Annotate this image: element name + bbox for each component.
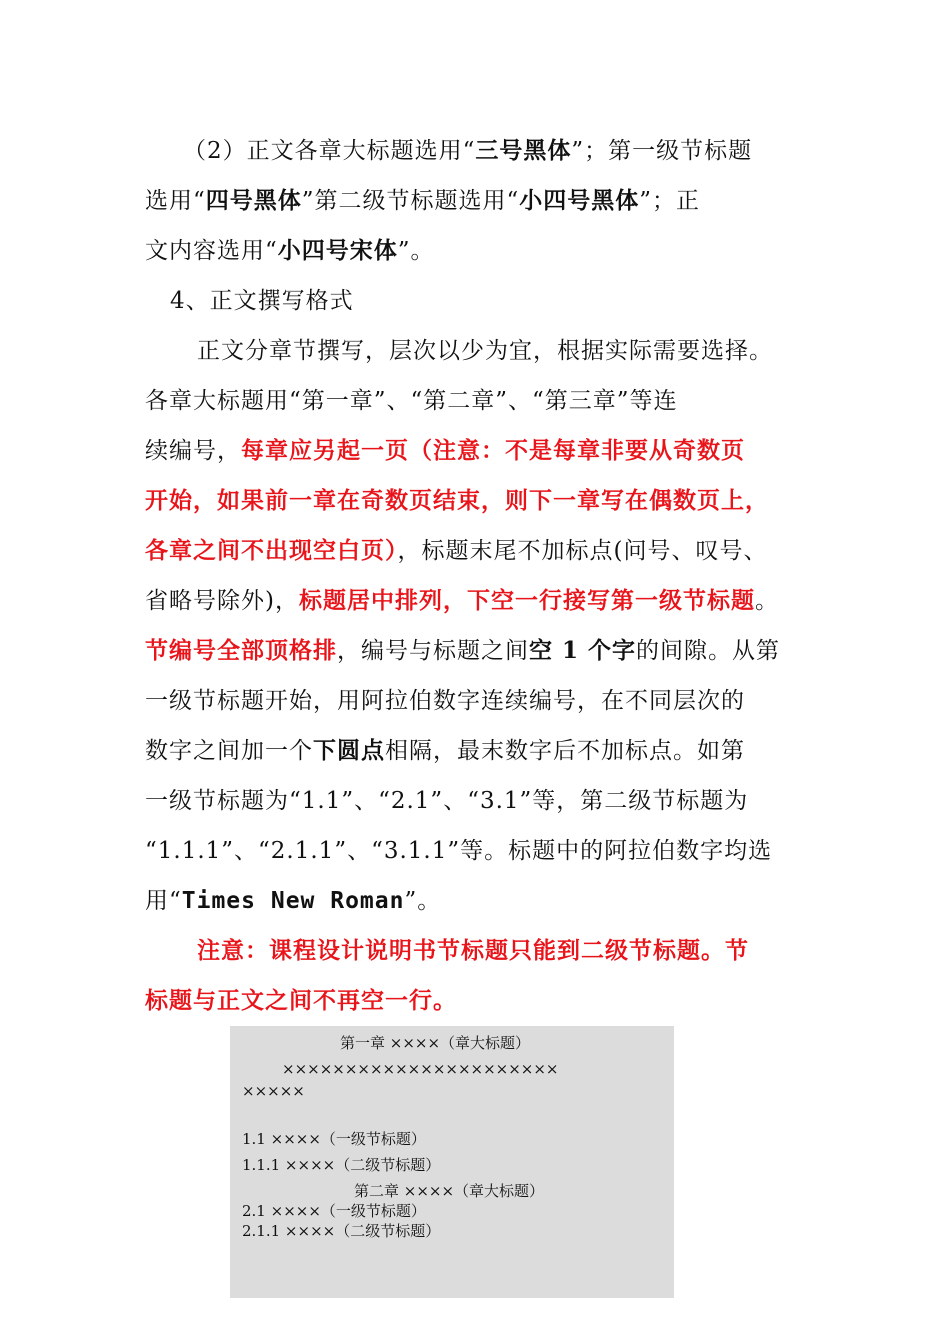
section-heading: 4、正文撰写格式 xyxy=(170,288,354,314)
text-span: 省略号除外)， xyxy=(145,588,299,614)
text-span: ，标题末尾不加标点(问号、叹号、 xyxy=(397,538,768,564)
body-line-6 xyxy=(145,586,779,616)
format-line-1 xyxy=(145,136,752,166)
text-span: 相隔，最末数字后不加标点。如第 xyxy=(385,738,745,764)
example-section-2-1: 2.1 ××××（一级节标题） xyxy=(242,1202,426,1220)
text-span: 。 xyxy=(754,588,779,614)
body-line-10: 一级节标题为“1.1”、“2.1”、“3.1”等，第二级节标题为 xyxy=(145,788,749,814)
red-emphasis-span: 各章之间不出现空白页） xyxy=(145,537,398,564)
bold-span: 空 1 个字 xyxy=(529,637,637,664)
note-line-1: 注意：课程设计说明书节标题只能到二级节标题。节 xyxy=(197,937,749,964)
body-line-2: 各章大标题用“第一章”、“第二章”、“第三章”等连 xyxy=(145,388,678,414)
bold-span: 四号黑体 xyxy=(205,187,302,214)
text-span: 选用“ xyxy=(145,188,206,214)
text-span: ，编号与标题之间 xyxy=(337,638,529,664)
example-section-1-1-1: 1.1.1 ××××（二级节标题） xyxy=(242,1156,441,1174)
body-line-3 xyxy=(145,436,745,466)
format-line-3 xyxy=(145,236,435,266)
body-line-11: “1.1.1”、“2.1.1”、“3.1.1”等。标题中的阿拉伯数字均选 xyxy=(145,838,773,864)
bold-span: 下圆点 xyxy=(313,737,385,764)
red-emphasis-span: 每章应另起一页（注意：不是每章非要从奇数页 xyxy=(241,437,745,464)
example-body-line-1: ×××××××××××××××××××××× xyxy=(282,1060,559,1078)
red-emphasis-span: 标题居中排列，下空一行接写第一级节标题 xyxy=(298,587,755,614)
body-line-8: 一级节标题开始，用阿拉伯数字连续编号，在不同层次的 xyxy=(145,688,745,714)
text-span: ”。 xyxy=(397,238,435,264)
example-chapter-1-title: 第一章 ××××（章大标题） xyxy=(340,1034,531,1052)
example-chapter-2-title: 第二章 ××××（章大标题） xyxy=(354,1182,545,1200)
body-line-1: 正文分章节撰写，层次以少为宜，根据实际需要选择。 xyxy=(197,338,773,364)
text-span: 的间隙。从第 xyxy=(636,638,781,664)
body-line-7 xyxy=(145,636,780,666)
body-line-5 xyxy=(145,536,767,566)
body-line-9 xyxy=(145,736,745,766)
text-span: 数字之间加一个 xyxy=(145,738,313,764)
example-section-1-1: 1.1 ××××（一级节标题） xyxy=(242,1130,426,1148)
text-span: 文内容选用“ xyxy=(145,238,278,264)
example-body-line-2: ××××× xyxy=(242,1082,305,1100)
text-span: 用“ xyxy=(145,888,182,914)
text-span: 续编号， xyxy=(145,438,241,464)
bold-span: 三号黑体 xyxy=(475,137,572,164)
bold-span: 小四号黑体 xyxy=(519,187,640,214)
text-span: ”；第一级节标题 xyxy=(571,138,753,164)
body-line-4: 开始，如果前一章在奇数页结束，则下一章写在偶数页上， xyxy=(145,487,769,514)
text-span: （2）正文各章大标题选用“ xyxy=(183,138,476,164)
text-span: ”第二级节标题选用“ xyxy=(301,188,520,214)
red-emphasis-span: 节编号全部顶格排 xyxy=(145,637,337,664)
text-span: ”；正 xyxy=(639,188,701,214)
bold-span: 小四号宋体 xyxy=(277,237,398,264)
note-line-2: 标题与正文之间不再空一行。 xyxy=(145,987,457,1014)
example-section-2-1-1: 2.1.1 ××××（二级节标题） xyxy=(242,1222,441,1240)
format-line-2 xyxy=(145,186,700,216)
font-name-span: Times New Roman xyxy=(181,888,405,914)
text-span: ”。 xyxy=(404,888,442,914)
body-line-12 xyxy=(145,886,441,916)
example-layout-box xyxy=(230,1026,674,1298)
